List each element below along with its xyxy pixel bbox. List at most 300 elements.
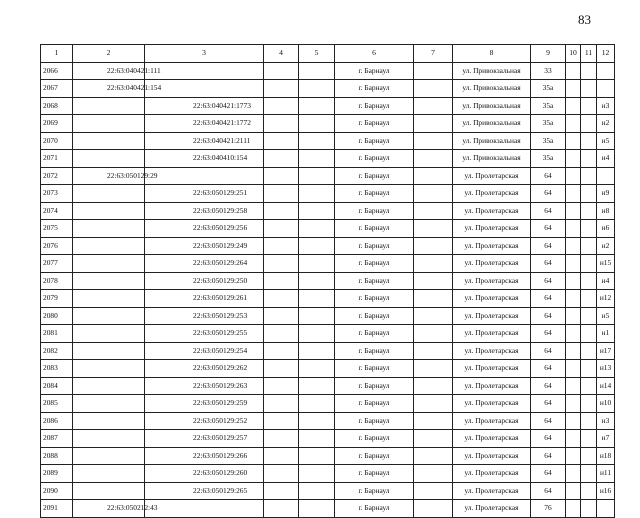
cell-empty	[264, 220, 299, 238]
cell-premise: н2	[597, 237, 615, 255]
cell-empty	[264, 395, 299, 413]
cell-parcel-number	[73, 150, 145, 168]
cell-empty	[414, 325, 453, 343]
cell-object-number: 22:63:050129:266	[145, 447, 264, 465]
cell-house: 33	[531, 62, 566, 80]
cell-city: г. Барнаул	[335, 325, 414, 343]
cell-empty	[414, 430, 453, 448]
cell-row-number: 2089	[41, 465, 73, 483]
table-row	[41, 465, 615, 483]
cell-empty	[566, 255, 581, 273]
cell-empty	[566, 307, 581, 325]
cell-empty	[581, 412, 597, 430]
cell-empty	[566, 395, 581, 413]
cell-city: г. Барнаул	[335, 500, 414, 518]
cell-empty	[299, 272, 335, 290]
cell-object-number: 22:63:050129:261	[145, 290, 264, 308]
cell-object-number: 22:63:050129:256	[145, 220, 264, 238]
cell-row-number: 2072	[41, 167, 73, 185]
cell-empty	[299, 465, 335, 483]
table-row	[41, 80, 615, 98]
cell-premise: н12	[597, 290, 615, 308]
cell-empty	[566, 482, 581, 500]
cell-object-number: 22:63:050129:252	[145, 412, 264, 430]
cell-object-number: 22:63:040410:154	[145, 150, 264, 168]
table-row	[41, 150, 615, 168]
cell-empty	[264, 447, 299, 465]
cell-empty	[566, 237, 581, 255]
cell-empty	[566, 447, 581, 465]
cell-empty	[581, 430, 597, 448]
cell-row-number: 2066	[41, 62, 73, 80]
cell-row-number: 2083	[41, 360, 73, 378]
cell-empty	[581, 150, 597, 168]
cell-parcel-number	[73, 202, 145, 220]
cell-empty	[264, 237, 299, 255]
cell-empty	[566, 167, 581, 185]
cell-parcel-number	[73, 377, 145, 395]
cell-empty	[264, 412, 299, 430]
cell-object-number	[145, 500, 264, 518]
header-cell: 9	[531, 45, 566, 63]
header-cell: 7	[414, 45, 453, 63]
cell-empty	[414, 290, 453, 308]
cell-empty	[581, 447, 597, 465]
cell-street: ул. Пролетарская	[453, 325, 531, 343]
cell-house: 64	[531, 395, 566, 413]
cell-house: 64	[531, 465, 566, 483]
cell-premise: н5	[597, 132, 615, 150]
cell-object-number: 22:63:050129:264	[145, 255, 264, 273]
cell-parcel-number: 22:63:040421:111	[73, 62, 145, 80]
cell-premise: н11	[597, 465, 615, 483]
cell-street: ул. Пролетарская	[453, 500, 531, 518]
header-cell: 6	[335, 45, 414, 63]
cell-empty	[414, 97, 453, 115]
cell-empty	[414, 62, 453, 80]
cell-object-number: 22:63:050129:260	[145, 465, 264, 483]
table-row	[41, 255, 615, 273]
cell-city: г. Барнаул	[335, 62, 414, 80]
cell-parcel-number	[73, 395, 145, 413]
cell-parcel-number	[73, 360, 145, 378]
cell-street: ул. Пролетарская	[453, 220, 531, 238]
table-row	[41, 342, 615, 360]
cell-empty	[566, 132, 581, 150]
cell-empty	[264, 62, 299, 80]
header-row	[41, 45, 615, 63]
cell-empty	[299, 167, 335, 185]
cell-city: г. Барнаул	[335, 360, 414, 378]
cell-city: г. Барнаул	[335, 220, 414, 238]
table-row	[41, 185, 615, 203]
cell-parcel-number: 22:63:050212:43	[73, 500, 145, 518]
cell-empty	[566, 220, 581, 238]
cell-object-number: 22:63:050129:253	[145, 307, 264, 325]
cell-city: г. Барнаул	[335, 272, 414, 290]
cell-city: г. Барнаул	[335, 430, 414, 448]
cell-empty	[414, 80, 453, 98]
cell-empty	[566, 412, 581, 430]
cell-parcel-number	[73, 255, 145, 273]
header-cell: 3	[145, 45, 264, 63]
cell-premise: н3	[597, 412, 615, 430]
cell-city: г. Барнаул	[335, 447, 414, 465]
cell-empty	[414, 447, 453, 465]
cell-house: 64	[531, 272, 566, 290]
cell-street: ул. Привокзальная	[453, 132, 531, 150]
cell-parcel-number	[73, 482, 145, 500]
cell-empty	[414, 395, 453, 413]
cell-empty	[581, 482, 597, 500]
cell-street: ул. Пролетарская	[453, 465, 531, 483]
cell-empty	[566, 500, 581, 518]
cell-empty	[581, 80, 597, 98]
cell-empty	[299, 202, 335, 220]
cell-row-number: 2088	[41, 447, 73, 465]
page-number: 83	[578, 12, 591, 27]
cell-premise: н4	[597, 272, 615, 290]
cell-premise: н2	[597, 115, 615, 133]
cell-parcel-number	[73, 465, 145, 483]
cell-empty	[264, 150, 299, 168]
cell-row-number: 2082	[41, 342, 73, 360]
table-body	[41, 45, 615, 518]
cell-parcel-number	[73, 430, 145, 448]
cell-house: 64	[531, 167, 566, 185]
cell-empty	[264, 80, 299, 98]
cell-empty	[566, 62, 581, 80]
cell-house: 64	[531, 290, 566, 308]
cell-object-number: 22:63:050129:258	[145, 202, 264, 220]
cell-premise: н7	[597, 430, 615, 448]
cell-empty	[264, 115, 299, 133]
cell-empty	[566, 325, 581, 343]
cell-empty	[581, 202, 597, 220]
cell-city: г. Барнаул	[335, 412, 414, 430]
cell-empty	[264, 377, 299, 395]
cell-object-number: 22:63:050129:265	[145, 482, 264, 500]
cell-street: ул. Пролетарская	[453, 342, 531, 360]
cell-parcel-number	[73, 97, 145, 115]
cell-row-number: 2073	[41, 185, 73, 203]
cell-empty	[299, 447, 335, 465]
cell-row-number: 2067	[41, 80, 73, 98]
cell-parcel-number	[73, 115, 145, 133]
cell-row-number: 2085	[41, 395, 73, 413]
cell-row-number: 2071	[41, 150, 73, 168]
cell-premise	[597, 167, 615, 185]
header-cell: 8	[453, 45, 531, 63]
cell-row-number: 2087	[41, 430, 73, 448]
cell-street: ул. Пролетарская	[453, 185, 531, 203]
cell-empty	[581, 185, 597, 203]
cell-empty	[414, 255, 453, 273]
cell-object-number: 22:63:040421:1773	[145, 97, 264, 115]
cell-empty	[581, 132, 597, 150]
cell-empty	[581, 465, 597, 483]
cell-empty	[299, 500, 335, 518]
cell-empty	[299, 255, 335, 273]
cell-parcel-number	[73, 325, 145, 343]
cell-empty	[264, 325, 299, 343]
cell-empty	[566, 465, 581, 483]
cell-house: 64	[531, 237, 566, 255]
cell-object-number: 22:63:050129:259	[145, 395, 264, 413]
cell-house: 64	[531, 307, 566, 325]
table-row	[41, 115, 615, 133]
cell-street: ул. Пролетарская	[453, 272, 531, 290]
cell-city: г. Барнаул	[335, 115, 414, 133]
cell-empty	[299, 307, 335, 325]
cell-empty	[581, 220, 597, 238]
cell-empty	[414, 150, 453, 168]
cell-empty	[264, 342, 299, 360]
cell-empty	[581, 255, 597, 273]
cell-object-number	[145, 167, 264, 185]
cell-street: ул. Пролетарская	[453, 377, 531, 395]
table-row	[41, 412, 615, 430]
cell-empty	[299, 150, 335, 168]
cell-empty	[581, 272, 597, 290]
cell-row-number: 2081	[41, 325, 73, 343]
cell-row-number: 2080	[41, 307, 73, 325]
cell-empty	[566, 272, 581, 290]
cell-premise: н10	[597, 395, 615, 413]
cell-premise: н15	[597, 255, 615, 273]
cell-empty	[566, 202, 581, 220]
cell-house: 35а	[531, 80, 566, 98]
cell-empty	[299, 115, 335, 133]
cell-premise: н5	[597, 307, 615, 325]
cell-row-number: 2075	[41, 220, 73, 238]
cell-empty	[566, 360, 581, 378]
cell-premise	[597, 62, 615, 80]
cell-street: ул. Пролетарская	[453, 255, 531, 273]
cell-house: 64	[531, 342, 566, 360]
cell-city: г. Барнаул	[335, 237, 414, 255]
cell-city: г. Барнаул	[335, 150, 414, 168]
cell-empty	[264, 255, 299, 273]
cell-row-number: 2068	[41, 97, 73, 115]
table-row	[41, 167, 615, 185]
cell-house: 64	[531, 255, 566, 273]
cell-city: г. Барнаул	[335, 97, 414, 115]
cell-empty	[299, 342, 335, 360]
cell-premise	[597, 500, 615, 518]
cell-parcel-number	[73, 272, 145, 290]
cell-empty	[414, 132, 453, 150]
cell-premise: н14	[597, 377, 615, 395]
cell-empty	[299, 430, 335, 448]
cell-empty	[299, 132, 335, 150]
cell-parcel-number	[73, 447, 145, 465]
cell-empty	[581, 115, 597, 133]
table-row	[41, 360, 615, 378]
cell-empty	[581, 237, 597, 255]
cell-premise: н8	[597, 202, 615, 220]
cell-object-number: 22:63:040421:2111	[145, 132, 264, 150]
cell-parcel-number	[73, 307, 145, 325]
cell-house: 64	[531, 360, 566, 378]
cell-empty	[581, 342, 597, 360]
table-row	[41, 307, 615, 325]
cell-empty	[299, 377, 335, 395]
table-row	[41, 325, 615, 343]
cell-empty	[581, 500, 597, 518]
cell-premise	[597, 80, 615, 98]
header-cell: 1	[41, 45, 73, 63]
cell-empty	[299, 360, 335, 378]
cell-empty	[414, 482, 453, 500]
cell-empty	[299, 482, 335, 500]
cell-empty	[264, 482, 299, 500]
cell-parcel-number	[73, 290, 145, 308]
cell-premise: н3	[597, 97, 615, 115]
cell-premise: н9	[597, 185, 615, 203]
cell-city: г. Барнаул	[335, 255, 414, 273]
cell-empty	[299, 395, 335, 413]
cell-object-number: 22:63:050129:250	[145, 272, 264, 290]
cell-empty	[566, 185, 581, 203]
cell-street: ул. Пролетарская	[453, 482, 531, 500]
cell-empty	[581, 395, 597, 413]
cell-empty	[566, 115, 581, 133]
cell-street: ул. Привокзальная	[453, 150, 531, 168]
cell-street: ул. Пролетарская	[453, 237, 531, 255]
cell-empty	[566, 150, 581, 168]
cell-empty	[299, 325, 335, 343]
cell-city: г. Барнаул	[335, 167, 414, 185]
cell-empty	[414, 272, 453, 290]
cell-street: ул. Пролетарская	[453, 447, 531, 465]
cell-row-number: 2079	[41, 290, 73, 308]
cell-empty	[414, 500, 453, 518]
cell-street: ул. Привокзальная	[453, 62, 531, 80]
cell-house: 35а	[531, 150, 566, 168]
cell-row-number: 2090	[41, 482, 73, 500]
cell-row-number: 2070	[41, 132, 73, 150]
cell-parcel-number	[73, 185, 145, 203]
table-row	[41, 202, 615, 220]
cell-house: 64	[531, 447, 566, 465]
cell-empty	[581, 290, 597, 308]
cell-empty	[414, 202, 453, 220]
cell-row-number: 2084	[41, 377, 73, 395]
cell-house: 64	[531, 185, 566, 203]
cell-empty	[566, 377, 581, 395]
cell-house: 64	[531, 430, 566, 448]
cell-row-number: 2086	[41, 412, 73, 430]
cell-empty	[264, 500, 299, 518]
cell-house: 35а	[531, 115, 566, 133]
cell-object-number: 22:63:050129:254	[145, 342, 264, 360]
cell-parcel-number: 22:63:040421:154	[73, 80, 145, 98]
cell-empty	[581, 325, 597, 343]
cell-street: ул. Пролетарская	[453, 360, 531, 378]
cell-object-number	[145, 62, 264, 80]
cell-street: ул. Пролетарская	[453, 290, 531, 308]
table-row	[41, 220, 615, 238]
table-row	[41, 430, 615, 448]
cell-object-number: 22:63:050129:249	[145, 237, 264, 255]
cell-empty	[264, 360, 299, 378]
cell-street: ул. Пролетарская	[453, 307, 531, 325]
cell-street: ул. Пролетарская	[453, 167, 531, 185]
cell-city: г. Барнаул	[335, 395, 414, 413]
header-cell: 10	[566, 45, 581, 63]
cell-house: 76	[531, 500, 566, 518]
cell-empty	[299, 220, 335, 238]
table-row	[41, 395, 615, 413]
cell-empty	[581, 167, 597, 185]
cell-house: 64	[531, 220, 566, 238]
cell-empty	[414, 360, 453, 378]
cell-parcel-number	[73, 342, 145, 360]
cell-parcel-number	[73, 412, 145, 430]
cell-empty	[264, 430, 299, 448]
cell-parcel-number	[73, 237, 145, 255]
cell-city: г. Барнаул	[335, 342, 414, 360]
table-row	[41, 447, 615, 465]
cell-empty	[264, 202, 299, 220]
cell-house: 64	[531, 482, 566, 500]
table-row	[41, 132, 615, 150]
cell-empty	[414, 237, 453, 255]
cell-street: ул. Пролетарская	[453, 202, 531, 220]
cell-empty	[414, 465, 453, 483]
cell-object-number: 22:63:040421:1772	[145, 115, 264, 133]
cell-street: ул. Привокзальная	[453, 115, 531, 133]
cell-object-number: 22:63:050129:251	[145, 185, 264, 203]
header-cell: 11	[581, 45, 597, 63]
cell-street: ул. Привокзальная	[453, 97, 531, 115]
cell-empty	[299, 290, 335, 308]
table-row	[41, 290, 615, 308]
cell-row-number: 2076	[41, 237, 73, 255]
cell-empty	[581, 377, 597, 395]
cell-street: ул. Привокзальная	[453, 80, 531, 98]
cell-house: 64	[531, 377, 566, 395]
cell-city: г. Барнаул	[335, 132, 414, 150]
cell-empty	[566, 97, 581, 115]
cell-empty	[414, 220, 453, 238]
cell-empty	[581, 360, 597, 378]
cell-city: г. Барнаул	[335, 482, 414, 500]
header-cell: 4	[264, 45, 299, 63]
cell-empty	[414, 412, 453, 430]
cell-empty	[566, 80, 581, 98]
cell-row-number: 2074	[41, 202, 73, 220]
table-row	[41, 62, 615, 80]
cell-empty	[299, 62, 335, 80]
cell-parcel-number: 22:63:050129:29	[73, 167, 145, 185]
cell-premise: н16	[597, 482, 615, 500]
cell-city: г. Барнаул	[335, 290, 414, 308]
cell-row-number: 2077	[41, 255, 73, 273]
cell-object-number	[145, 80, 264, 98]
cell-empty	[414, 307, 453, 325]
cell-parcel-number	[73, 220, 145, 238]
header-cell: 5	[299, 45, 335, 63]
cell-row-number: 2069	[41, 115, 73, 133]
cell-empty	[414, 342, 453, 360]
cell-street: ул. Пролетарская	[453, 395, 531, 413]
cell-house: 64	[531, 412, 566, 430]
cell-empty	[581, 97, 597, 115]
cell-empty	[299, 237, 335, 255]
cell-premise: н6	[597, 220, 615, 238]
